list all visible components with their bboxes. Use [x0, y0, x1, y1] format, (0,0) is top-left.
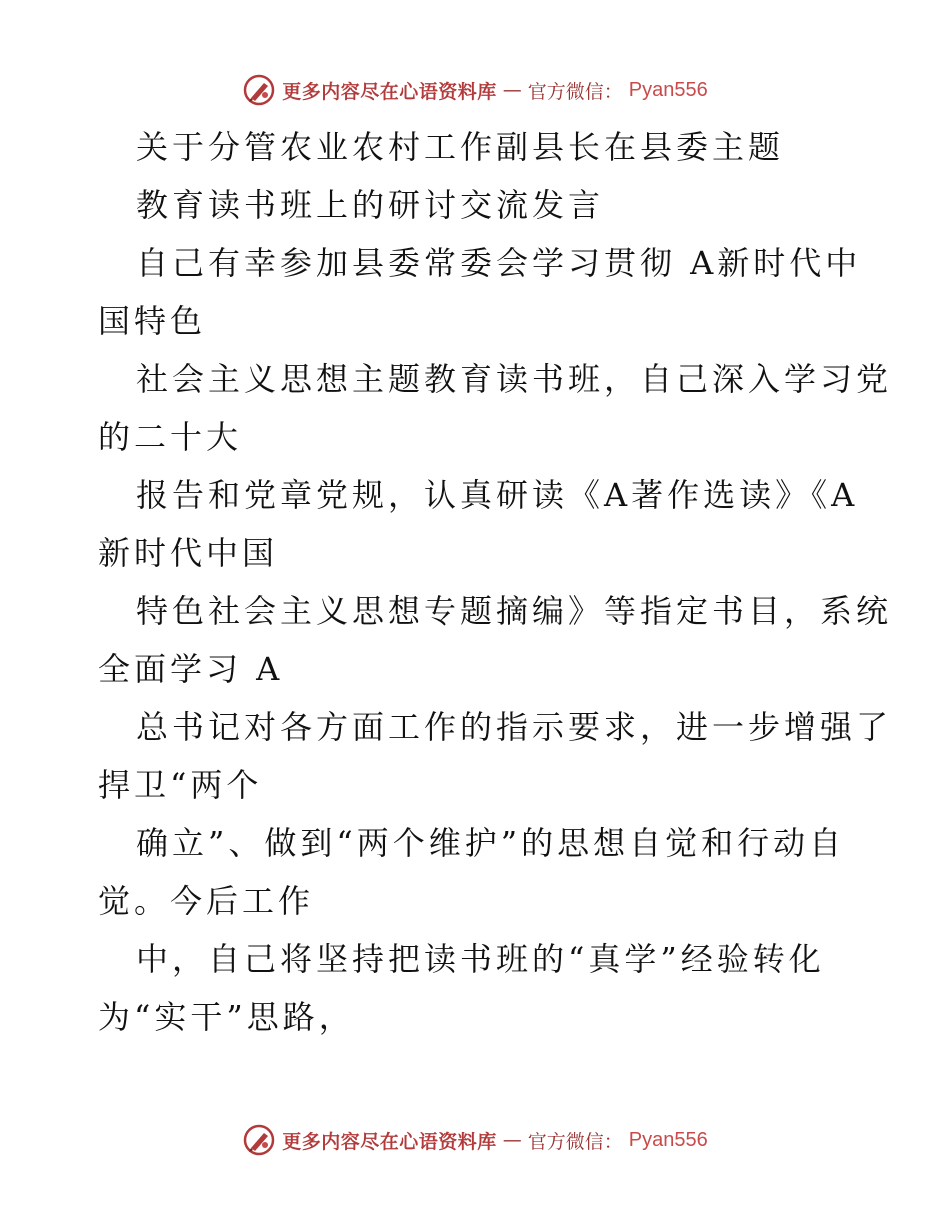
line-text: 教育读书班上的研讨交流发言 — [136, 186, 605, 224]
brand-banner — [242, 1123, 708, 1157]
wechat-label: 官方微信： — [527, 80, 623, 103]
pen-logo-icon — [242, 1123, 276, 1157]
line-wrap: 捍卫“两个 — [98, 766, 263, 804]
line-text: 关于分管农业农村工作副县长在县委主题 — [136, 128, 785, 166]
body-line-7 — [98, 814, 868, 930]
line-text: 社会主义思想主题教育读书班，自己深入学习党 — [136, 360, 893, 398]
body-line-8 — [98, 930, 868, 1046]
line-wrap: 为“实干”思路， — [98, 998, 355, 1036]
line-wrap: 觉。今后工作 — [98, 882, 315, 920]
page-header — [0, 70, 950, 110]
body-line-4 — [98, 466, 868, 582]
line-text: 自己有幸参加县委常委会学习贯彻 A新时代中 — [136, 244, 862, 282]
brand-separator: — — [502, 1129, 522, 1151]
document-body — [98, 118, 893, 1046]
wechat-label: 官方微信： — [527, 1130, 623, 1153]
wechat-id: Pyan556 — [628, 78, 708, 101]
brand-banner — [242, 73, 708, 107]
brand-separator: — — [502, 79, 522, 101]
brand-title: 更多内容尽在心语资料库 — [282, 80, 497, 103]
body-line-0 — [98, 118, 868, 176]
line-text: 报告和党章党规，认真研读《A著作选读》《A — [136, 476, 859, 514]
pen-logo-icon — [242, 73, 276, 107]
line-wrap: 的二十大 — [98, 418, 243, 456]
body-line-1 — [98, 176, 868, 234]
body-line-6 — [98, 698, 893, 814]
line-text: 中，自己将坚持把读书班的“真学”经验转化 — [136, 940, 825, 978]
page-footer — [0, 1120, 950, 1160]
body-line-5 — [98, 582, 893, 698]
body-line-3 — [98, 350, 893, 466]
line-wrap: 国特色 — [98, 302, 207, 340]
wechat-id: Pyan556 — [628, 1128, 708, 1151]
line-wrap: 新时代中国 — [98, 534, 279, 572]
line-wrap: 全面学习 A — [98, 650, 284, 688]
line-text: 确立”、做到“两个维护”的思想自觉和行动自 — [136, 824, 846, 862]
line-text: 特色社会主义思想专题摘编》等指定书目，系统 — [136, 592, 893, 630]
brand-title: 更多内容尽在心语资料库 — [282, 1130, 497, 1153]
body-line-2 — [98, 234, 868, 350]
line-text: 总书记对各方面工作的指示要求，进一步增强了 — [136, 708, 893, 746]
